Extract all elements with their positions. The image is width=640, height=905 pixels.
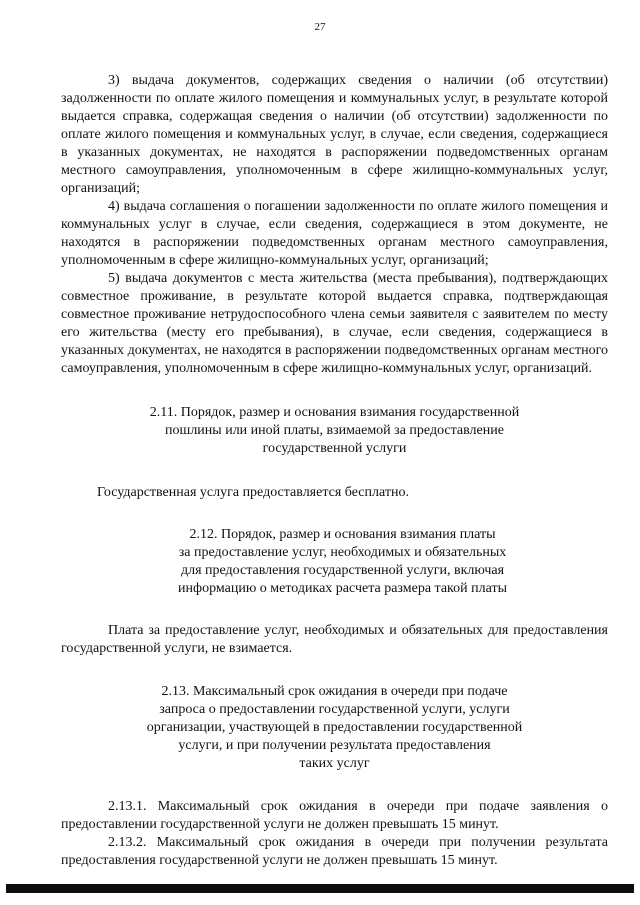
heading-line: пошлины или иной платы, взимаемой за предоставление (165, 423, 504, 438)
section-2-11-text: Государственная услуга предоставляется бесплатно. (97, 485, 409, 500)
heading-line: таких услуг (299, 756, 370, 771)
paragraph-2-13-2: 2.13.2. Максимальный срок ожидания в очереди при получении результата предоставления государственной услуги не должен превышать 15 минут. (61, 835, 608, 868)
heading-line: запроса о предоставлении государственной услуги, услуги (159, 702, 510, 717)
section-heading-2-12 (61, 526, 608, 598)
document-body (61, 72, 608, 870)
section-heading-2-11 (61, 404, 608, 458)
heading-line: 2.12. Порядок, размер и основания взимания платы (189, 527, 496, 542)
heading-line: 2.11. Порядок, размер и основания взимания государственной (149, 405, 520, 420)
heading-line: для предоставления государственной услуги, включая (180, 563, 505, 578)
scan-bottom-edge (6, 884, 634, 893)
paragraph-item-5: 5) выдача документов с места жительства (места пребывания), подтверждающих совместное проживание, в результате которой выдается справка, подтверждающая совместное проживание нетрудоспособного члена семьи заявителя с заявителем по месту его жительства (месту его пребывания), в случае, если сведения, содержащиеся в указанных документах, не находятся в распоряжении подведомственных органам местного самоуправления, уполномоченным в сфере жилищно-коммунальных услуг, организаций. (61, 271, 608, 376)
heading-line: 2.13. Максимальный срок ожидания в очереди при подаче (161, 684, 508, 699)
section-2-12-text: Плата за предоставление услуг, необходимых и обязательных для предоставления государственной услуги, не взимается. (61, 623, 608, 656)
heading-line: информацию о методиках расчета размера такой платы (178, 581, 507, 596)
heading-line: за предоставление услуг, необходимых и обязательных (178, 545, 507, 560)
page-number: 27 (314, 21, 326, 33)
section-heading-2-13 (61, 683, 608, 773)
paragraph-2-13-1: 2.13.1. Максимальный срок ожидания в очереди при подаче заявления о предоставлении государственной услуги не должен превышать 15 минут. (61, 799, 608, 832)
heading-line: услуги, и при получении результата предоставления (178, 738, 491, 753)
heading-line: государственной услуги (262, 441, 407, 456)
paragraph-item-4: 4) выдача соглашения о погашении задолженности по оплате жилого помещения и коммунальных услуг в случае, если сведения, содержащиеся в этом документе, не находятся в распоряжении подведомственных органам местного самоуправления, уполномоченным в сфере жилищно-коммунальных услуг, организаций; (61, 199, 608, 268)
heading-line: организации, участвующей в предоставлении государственной (146, 720, 523, 735)
paragraph-item-3: 3) выдача документов, содержащих сведения о наличии (об отсутствии) задолженности по оплате жилого помещения и коммунальных услуг, в результате которой выдается справка, содержащая сведения о наличии (об отсутствии) задолженности по оплате жилого помещения и коммунальных услуг, в случае, если сведения, содержащиеся в указанных документах, не находятся в распоряжении подведомственных органам местного самоуправления, уполномоченным в сфере жилищно-коммунальных услуг, организаций; (61, 73, 608, 196)
